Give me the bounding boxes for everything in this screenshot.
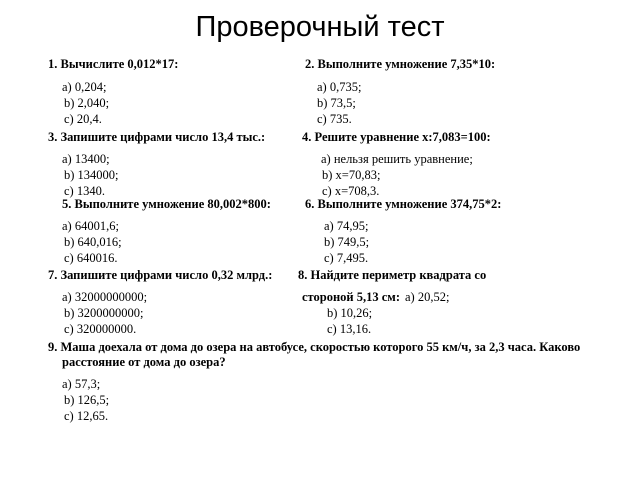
question-9-text-line1: 9. Маша доехала от дома до озера на автобусе, скоростью которого 55 км/ч, за 2,3 часа. Каково [48, 340, 581, 354]
question-1-option-a: a) 0,204; [62, 80, 107, 94]
question-1-option-c: c) 20,4. [64, 112, 102, 126]
question-2-option-b: b) 73,5; [317, 96, 356, 110]
question-8-text-line1: 8. Найдите периметр квадрата со [298, 268, 487, 282]
question-9-option-b: b) 126,5; [64, 393, 110, 407]
question-5-text: 5. Выполните умножение 80,002*800: [62, 197, 271, 211]
question-3-text: 3. Запишите цифрами число 13,4 тыс.: [48, 130, 266, 144]
question-5-option-b: b) 640,016; [64, 235, 122, 249]
question-9-text-line2: расстояние от дома до озера? [62, 355, 226, 369]
question-2-option-c: c) 735. [317, 112, 352, 126]
question-3-option-a: a) 13400; [62, 152, 110, 166]
question-1-option-b: b) 2,040; [64, 96, 110, 110]
question-8-option-b: b) 10,26; [327, 306, 373, 320]
question-9-option-a: a) 57,3; [62, 377, 101, 391]
question-1-text: 1. Вычислите 0,012*17: [48, 57, 179, 71]
question-4-option-b: b) х=70,83; [322, 168, 381, 182]
question-9-option-c: c) 12,65. [64, 409, 109, 423]
question-8-option-c: c) 13,16. [327, 322, 372, 336]
question-7-option-a: a) 32000000000; [62, 290, 148, 304]
question-4-text: 4. Решите уравнение х:7,083=100: [302, 130, 491, 144]
question-4-option-c: c) х=708,3. [322, 184, 380, 198]
question-2-text: 2. Выполните умножение 7,35*10: [305, 57, 496, 71]
question-5-option-c: c) 640016. [64, 251, 118, 265]
question-2-option-a: a) 0,735; [317, 80, 362, 94]
question-8-text-line2: стороной 5,13 см: [302, 290, 400, 304]
question-7-option-c: c) 320000000. [64, 322, 137, 336]
question-3-option-b: b) 134000; [64, 168, 119, 182]
question-6-option-b: b) 749,5; [324, 235, 370, 249]
page-title: Проверочный тест [195, 11, 445, 43]
question-6-option-c: c) 7,495. [324, 251, 369, 265]
question-7-option-b: b) 3200000000; [64, 306, 144, 320]
question-6-option-a: a) 74,95; [324, 219, 369, 233]
question-8-option-a: a) 20,52; [405, 290, 450, 304]
question-4-option-a: a) нельзя решить уравнение; [321, 152, 473, 166]
question-5-option-a: a) 64001,6; [62, 219, 119, 233]
question-6-text: 6. Выполните умножение 374,75*2: [305, 197, 502, 211]
question-3-option-c: c) 1340. [64, 184, 105, 198]
question-7-text: 7. Запишите цифрами число 0,32 млрд.: [48, 268, 273, 282]
